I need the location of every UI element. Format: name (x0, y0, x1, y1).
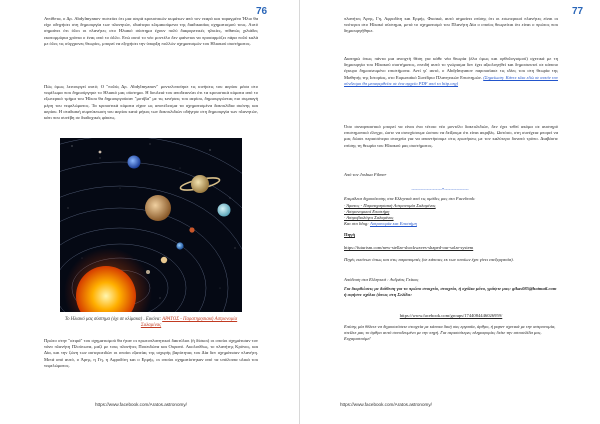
author-line: Από τον Joshua Filmer (344, 172, 387, 177)
right-page (300, 0, 600, 424)
left-footer-link[interactable]: https://www.facebook.com/Aratos.astronomy/ (95, 402, 187, 407)
solar-system-illustration (60, 138, 242, 312)
credit-site-line (344, 221, 558, 227)
caption-text: Το Ηλιακό μας σύστημα (όχι σε κλίμακα) . Εικόνα: (64, 317, 163, 322)
disclaimer-note: Επίσης μία θέλετε να δημοσιεύσετε στοιχεία με κάποια δική σας εργασία, άρθρο, ή paper σχετικά με την αστρονομία, στείλτε μας το άρθρο αυτό συνοδευμένο με την πηγή. Για περισσότερες πληροφορίες δείτε την ιστοσελίδα μας. Ευχαριστούμε! (344, 324, 556, 342)
pdf-note-link[interactable]: (Σημείωση: Κάντε κλικ εδώ σε αυτόν τον σύνδεσμο θα μεταφερθείτε σε ένα αρχείο PDF από το http.org) (344, 74, 558, 86)
neptune (128, 156, 141, 169)
pluto (99, 151, 102, 154)
right-paragraph-2-text: Διατηρώ όπως πάντα μια ανοιχτή θέση για κάθε νέα θεωρία (έλα όμως και ορθολογισμού) σχετικά με τη δημιουργία του Ηλιακού συστήματος, επειδή αυτό το γνώρισμα δεν έχει αξιολογηθεί και δημοσιευτεί σε κάποιο έγκυρο δημοσιευμένο επιστήμονα. Αντί γι' αυτό, ο Abdylmyanov παρουσίασε τις ιδέες του στη θεωρία της Μαθητής της Ιστορίας, στο Ευρωπαϊκό Συνέδριο Πλανητικών Επιστημών. (344, 56, 558, 80)
left-paragraph-3: Πρώτο στην "σειρά" του σχηματισμού θα ήταν οι πρωτοπλανητικοί δακτύλιοι (ή δίσκοι) οι οποίοι σχημάτισαν τον νάνο πλανήτη Πλούτωνα, μαζί με τους πλανήτες Ποσειδώνα και Ουρανό. Ακολούθως, το πλανήτης Κρόνος, και Δία, και την ζώνη των αστεροειδών οι οποίοι εξαιτίας της ισχυρής βαρύτητας του Δία δεν σχημάτισαν πλανήτη. Μετά από αυτό, ο Άρης, η Γη, η Αφροδίτη και ο Ερμής, οι οποίοι σχηματίστηκαν από τα υπόλοιπα υλικά του νεφελώματος. (44, 338, 258, 368)
image-caption (58, 317, 244, 330)
right-footer-link[interactable]: https://www.facebook.com/Aratos.astronomy/ (340, 402, 432, 407)
feedback-note: Για διορθώσεις με διάθεση για το πρώτο στοιχείο, στοιχεία, ή σχόλια μόνο, γράψτε μας: gikas085@hotmail.com ή αφήστε σχόλιο (όπως στη Σελίδα: (344, 286, 557, 298)
right-paragraph-1: πλανήτες Άρης, Γη, Αφροδίτη και Ερμής. Φυσικά, αυτό σημαίνει επίσης ότι οι εσωτερικοί πλανήτες είναι οι νεότεροι στο Ηλιακό σύστημα, μετά το σχηματισμό του Πλανήτη Δία ο οποίος θεωρείται ότι είναι ο πρώτος που δημιουργήθηκε. (344, 16, 558, 34)
images-note: Πηγές εικόνων όπως και στις παραπομπές (σε κάποιες εκ των οποίων έχει γίνει επεξεργασία). (344, 257, 514, 262)
credit-intro: Επιμέλεια δημοσίευσης στα Ελληνικά από τις ομάδες μας στο Facebook: (344, 196, 476, 201)
right-paragraph-2 (344, 56, 558, 118)
solar-system-image (60, 138, 242, 312)
credit-group-2[interactable]: · Αστρονομικοί Επιστήμη (344, 209, 390, 214)
mars (189, 227, 194, 232)
facebook-group-link[interactable]: https://www.facebook.com/groups/1744084446026959/ (399, 313, 503, 318)
source-label: Πηγή (344, 232, 355, 237)
credit-group-1[interactable]: · Άρατος - Παρατηρησιακή Αστρονομία Σαλαμίνας (344, 203, 436, 208)
right-paragraph-3: Όσο συναρπαστικό μπορεί να είναι ένα τέτοιο νέο μοντέλο δακτυλιδιών, δεν έχει τεθεί ακόμα σε αυστηρό επιστημονικό έλεγχο, ώστε να συνεχίσουμε ώσπου να δείξουμε ότι είναι ακριβές. Ωστόσο, στη συνέχεια μπορεί να μας δώσει περισσότερα στοιχεία για να απαντήσουμε στις ερωτήσεις με τον καλύτερο δυνατό τρόπο. Διαβάστε επίσης τη θεωρία του Ηλιακού μας συστήματος. (344, 124, 558, 148)
venus (161, 257, 167, 263)
page-number-right: 77 (572, 6, 584, 17)
mercury (146, 270, 150, 274)
credit-group-3[interactable]: · Αστροβιολόγοι Σαλαμίνας (344, 215, 394, 220)
left-paragraph-2: Πώς όμως λειτουργεί αυτό; Ο "πολύς Δρ. Abdylmyanov" μοντελοποίησε τις κινήσεις του αερίου μέσα στο νεφέλωμα που δημιούργησε το Ηλιακό μας σύστημα. Η δουλειά του αποδεικνύει ότι τα κρουστικά κύματα από το εξωτερικό τμήμα του Ήλιου θα δημιουργούσαν "μοτίβα" με τις κινήσεις του αερίου, δημιουργώντας πιο συμπαγή μέρη του νεφελώματος. Τα κρουστικά κύματα είχαν ως αποτέλεσμα τα σχηματισμένα δακτυλίδια σκόνης και αερίου. Η σταδιακή συμπύκνωση του αερίου κατά μήκος των δακτυλιδιών οδήγησε στη δημιουργία των πλανητών, κάτι που συνέβη σε διαδοχικές φάσεις. (44, 84, 258, 121)
caption-link[interactable]: ΑΡΑΤΟΣ - Παρατηρησιακή Αστρονομία Σαλαμίνας (140, 317, 238, 329)
separator-line: --------------------*---------------- (411, 187, 469, 192)
translation-credit: Απόδοση στα Ελληνικά : Ανδρέας Γκίκας (344, 277, 419, 282)
uranus (218, 204, 231, 217)
credit-site-prefix: Και στο blog: (344, 221, 370, 226)
page-number-left: 76 (256, 6, 268, 17)
earth (176, 242, 183, 249)
source-url[interactable]: https://futurism.com/new-stellar-shockwaves-shaped-our-solar-system (344, 245, 474, 250)
left-paragraph-1: Αντίθετα, ο Δρ. Abdylmyanov πιστεύει ότι μια σειρά κρουστικών κυμάτων από τον νεαρό και ταραγμένο Ήλιο θα είχε οδηγήσει στη δημιουργία των πλανητών, ιδιαίτερα κλιμακούμενα της διαδικασίας σχηματισμού τους. Αυτό σημαίνει ότι όλοι οι πλανήτες στο Ηλιακό σύστημα έχουν πολύ διαφορετικές ηλικίες, πιθανώς χιλιάδες εκατομμύρια χρόνια ο ένας από το άλλο. Ενώ αυτό το νέο μοντέλο δεν φαίνεται να προσαρμόζει πάρα πολύ καλά με όλες τις σύγχρονες θεωρίες, μπορεί να εξηγήσει την ύπαρξη πολλών σχηματισμών του Ηλιακού συστήματος. (44, 16, 258, 46)
jupiter (145, 195, 171, 221)
credit-site-link[interactable]: Αστρονομία και Επιστήμη (369, 221, 417, 226)
